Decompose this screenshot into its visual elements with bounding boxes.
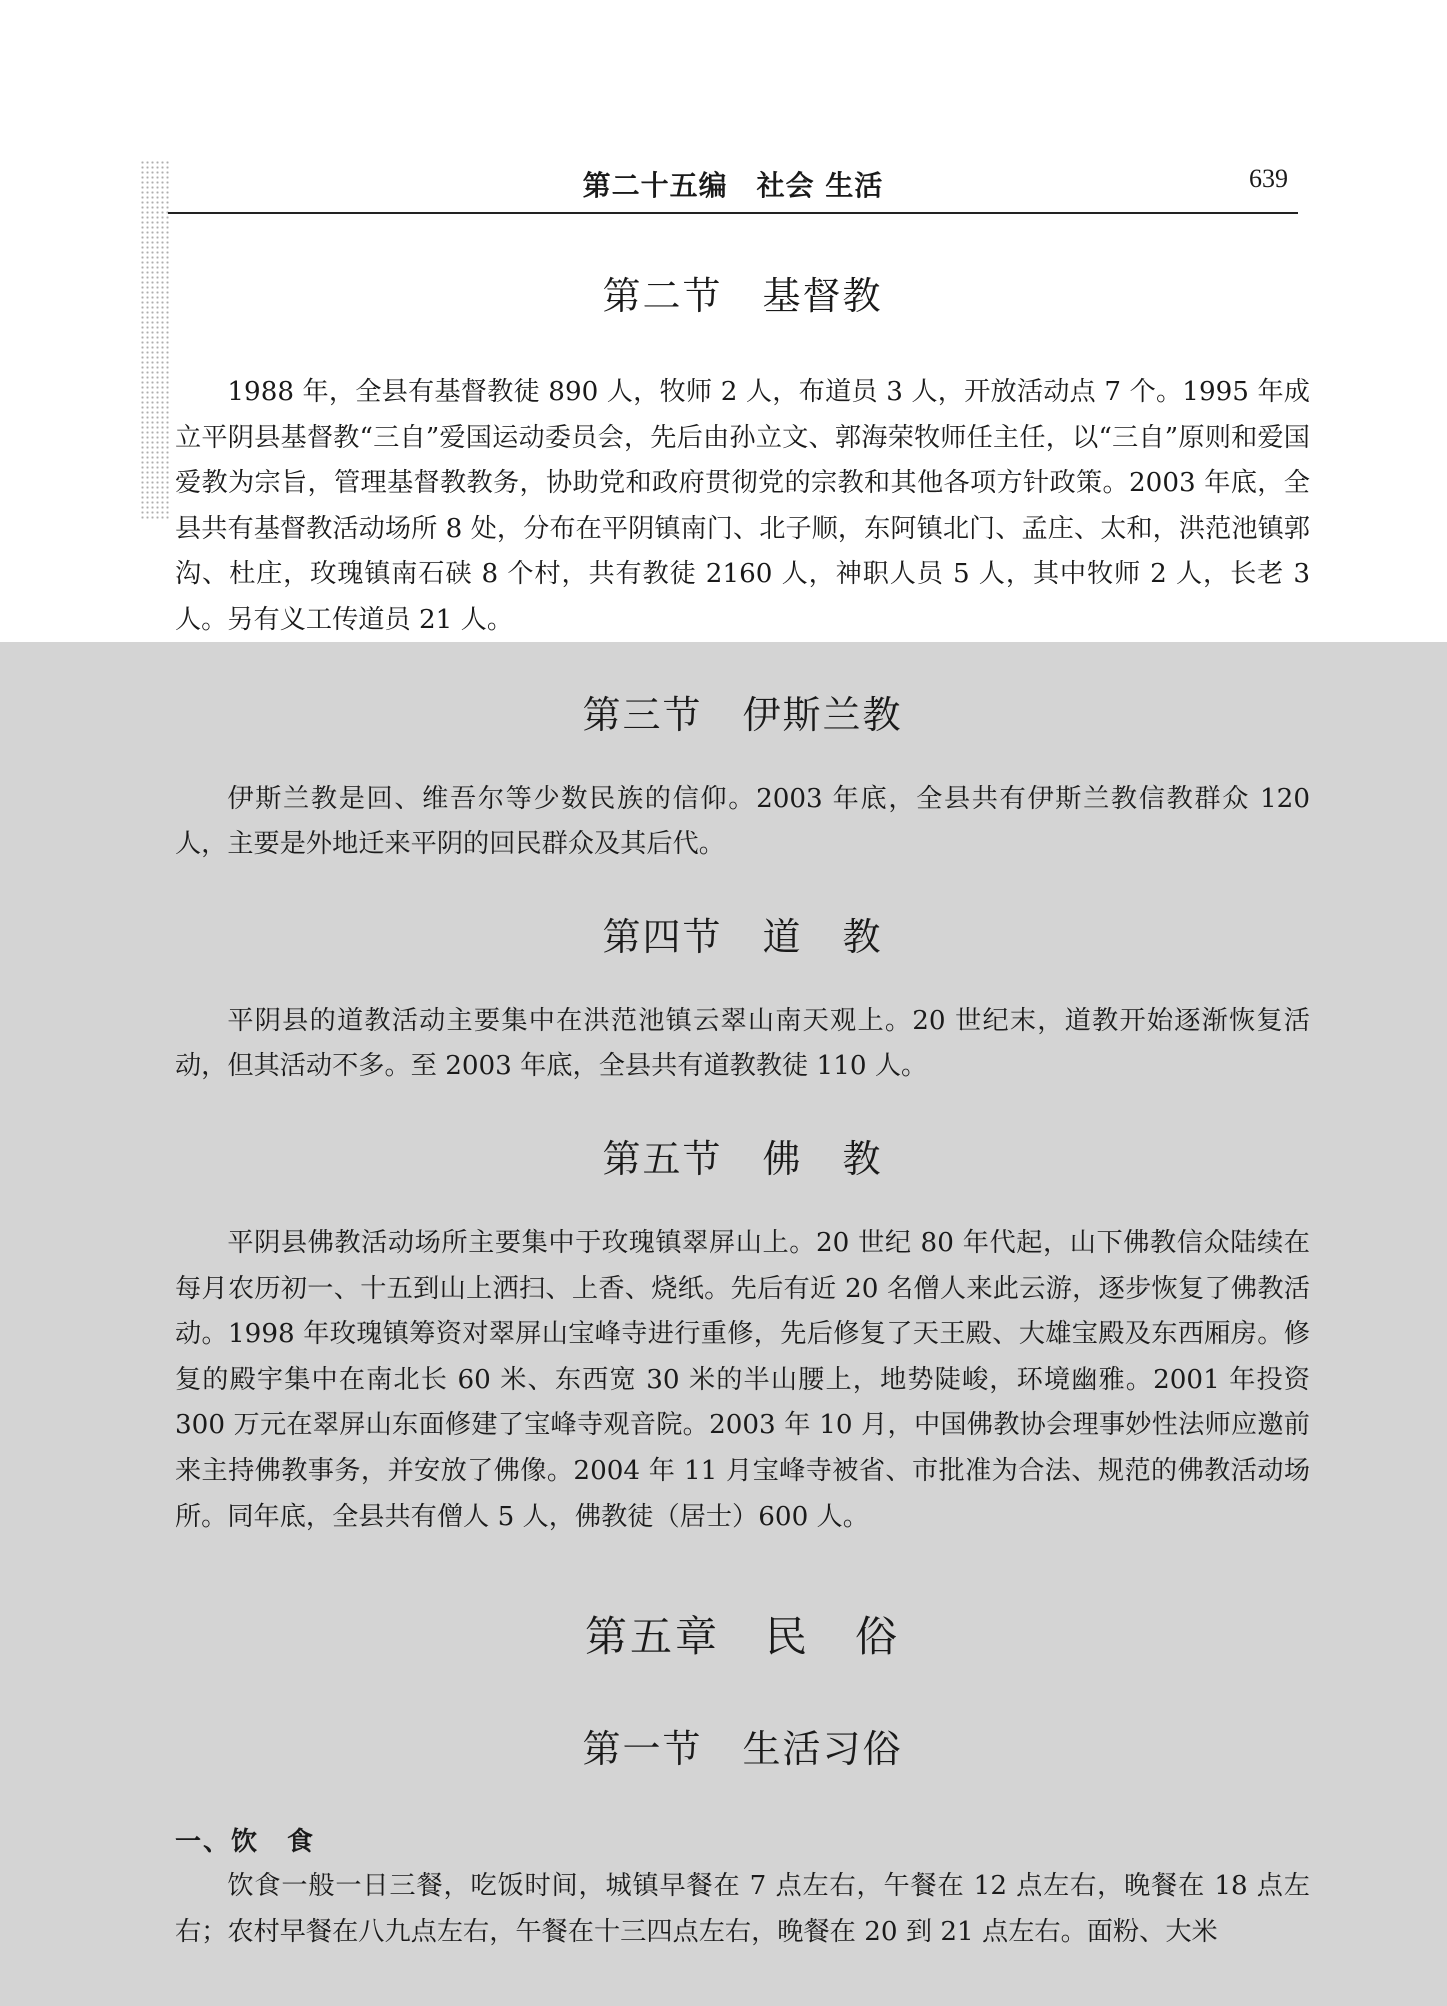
running-header xyxy=(168,160,1298,216)
page-number: 639 xyxy=(1249,164,1288,193)
section-title-buddhism: 第五节 佛 教 xyxy=(602,1136,883,1181)
paragraph-christianity: 1988 年，全县有基督教徒 890 人，牧师 2 人，布道员 3 人，开放活动点 7 个。1995 年成立平阴县基督教“三自”爱国运动委员会，先后由孙立文、郭海荣牧师任主任，以“三自”原则和爱国爱教为宗旨，管理基督教教务，协助党和政府贯彻党的宗教和其他各项方针政策。2003 年底，全县共有基督教活动场所 8 处，分布在平阴镇南门、北子顺，东阿镇北门、孟庄、太和，洪范池镇郭沟、杜庄，玫瑰镇南石硖 8 个村，共有教徒 2160 人，神职人员 5 人，其中牧师 2 人，长老 3 人。另有义工传道员 21 人。 xyxy=(175,377,1310,635)
section-title-islam: 第三节 伊斯兰教 xyxy=(582,692,903,737)
page-content xyxy=(175,265,1310,1955)
section-title-christianity: 第二节 基督教 xyxy=(602,274,883,318)
chapter-title-folk-customs: 第五章 民 俗 xyxy=(584,1612,900,1662)
header-rule xyxy=(168,212,1298,214)
running-title: 第二十五编 社会 生活 xyxy=(582,169,884,202)
paragraph-taoism: 平阴县的道教活动主要集中在洪范池镇云翠山南天观上。20 世纪末，道教开始逐渐恢复活动，但其活动不多。至 2003 年底，全县共有道教教徒 110 人。 xyxy=(175,1005,1310,1082)
paragraph-buddhism: 平阴县佛教活动场所主要集中于玫瑰镇翠屏山上。20 世纪 80 年代起，山下佛教信众陆续在每月农历初一、十五到山上洒扫、上香、烧纸。先后有近 20 名僧人来此云游，逐步恢复了佛教活动。1998 年玫瑰镇筹资对翠屏山宝峰寺进行重修，先后修复了天王殿、大雄宝殿及东西厢房。修复的殿宇集中在南北长 60 米、东西宽 30 米的半山腰上，地势陡峻，环境幽雅。2001 年投资 300 万元在翠屏山东面修建了宝峰寺观音院。2003 年 10 月，中国佛教协会理事妙性法师应邀前来主持佛教事务，并安放了佛像。2004 年 11 月宝峰寺被省、市批准为合法、规范的佛教活动场所。同年底，全县共有僧人 5 人，佛教徒（居士）600 人。 xyxy=(175,1227,1311,1532)
scan-edge-speckle xyxy=(140,160,170,520)
section-title-taoism: 第四节 道 教 xyxy=(602,914,883,959)
paragraph-islam: 伊斯兰教是回、维吾尔等少数民族的信仰。2003 年底，全县共有伊斯兰教信教群众 120 人，主要是外地迁来平阴的回民群众及其后代。 xyxy=(175,783,1310,860)
section-title-life-customs: 第一节 生活习俗 xyxy=(582,1727,903,1772)
subheading-diet: 一、饮 食 xyxy=(175,1827,316,1858)
paragraph-diet: 饮食一般一日三餐，吃饭时间，城镇早餐在 7 点左右，午餐在 12 点左右，晚餐在 18 点左右；农村早餐在八九点左右，午餐在十三四点左右，晚餐在 20 到 21 点左右。面粉、大米 xyxy=(175,1871,1310,1947)
